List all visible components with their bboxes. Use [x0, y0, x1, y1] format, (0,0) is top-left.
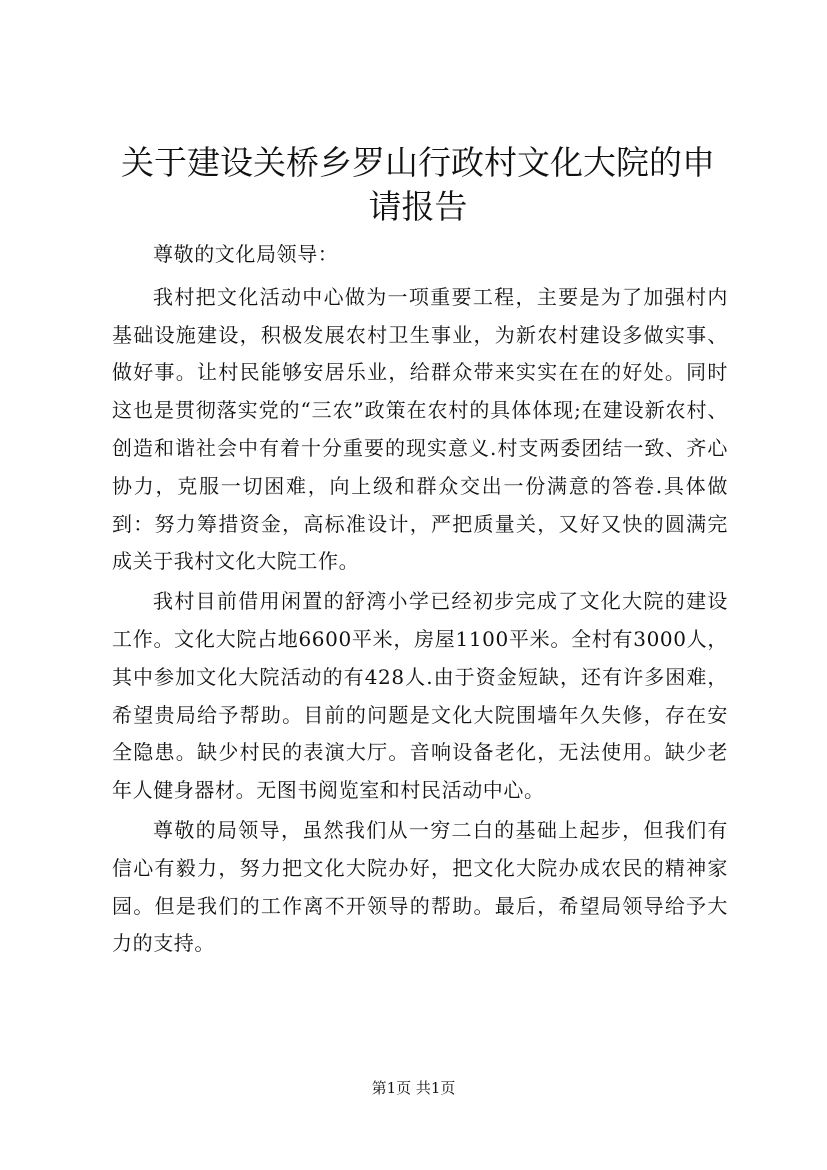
body-paragraph-3: 尊敬的局领导，虽然我们从一穷二白的基础上起步，但我们有信心有毅力，努力把文化大院办好，把文化大院办成农民的精神家园。但是我们的工作离不开领导的帮助。最后，希望局领导给予大力的支持。: [112, 817, 728, 956]
document-title: 关于建设关桥乡罗山行政村文化大院的申请报告: [121, 143, 715, 226]
body-paragraph-1: 我村把文化活动中心做为一项重要工程，主要是为了加强村内基础设施建设，积极发展农村卫生事业，为新农村建设多做实事、做好事。让村民能够安居乐业，给群众带来实实在在的好处。同时这也是贯彻落实党的“三农”政策在农村的具体体现;在建设新农村、创造和谐社会中有着十分重要的现实意义.村支两委团结一致、齐心协力，克服一切困难，向上级和群众交出一份满意的答卷.具体做到：努力筹措资金，高标准设计，严把质量关，又好又快的圆满完成关于我村文化大院工作。: [112, 284, 728, 574]
document-body: [112, 236, 728, 965]
page-number-footer: 第1页 共1页: [371, 1079, 456, 1097]
body-paragraph-2: 我村目前借用闲置的舒湾小学已经初步完成了文化大院的建设工作。文化大院占地6600平米，房屋1100平米。全村有3000人，其中参加文化大院活动的有428人.由于资金短缺，还有许多困难，希望贵局给予帮助。目前的问题是文化大院围墙年久失修，存在安全隐患。缺少村民的表演大厅。音响设备老化，无法使用。缺少老年人健身器材。无图书阅览室和村民活动中心。: [112, 589, 728, 803]
salutation: 尊敬的文化局领导：: [153, 242, 339, 266]
